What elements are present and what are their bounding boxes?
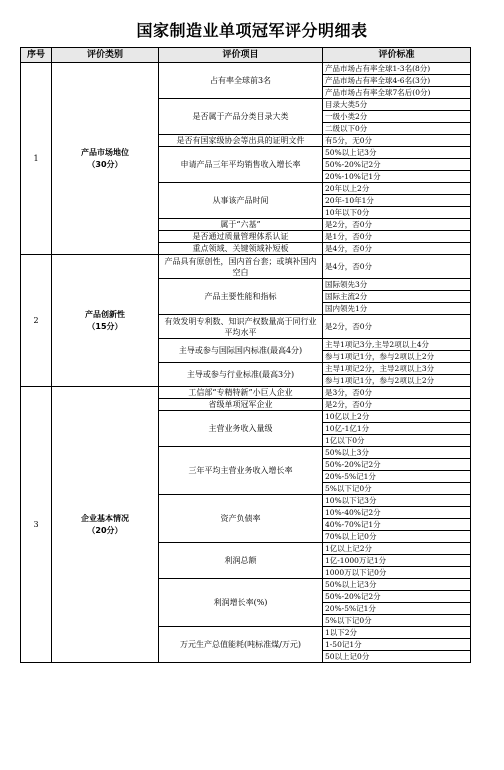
page-title: 国家制造业单项冠军评分明细表 (136, 21, 368, 40)
item-name: 占有率全球前3名 (159, 63, 323, 99)
row-seq: 2 (21, 255, 52, 387)
item-name: 主营业务收入量级 (159, 411, 323, 447)
criteria-cell: 10%-40%记2分 (323, 507, 471, 519)
criteria-cell: 70%以上记0分 (323, 531, 471, 543)
item-name: 有效发明专利数、知识产权数量高于同行业平均水平 (159, 315, 323, 339)
criteria-cell: 10亿以上2分 (323, 411, 471, 423)
criteria-cell: 50%以上记3分 (323, 147, 471, 159)
criteria-cell: 国内领先1分 (323, 303, 471, 315)
category-weight: （15分） (87, 321, 123, 331)
criteria-cell: 50以上记0分 (323, 651, 471, 663)
criteria-cell: 50%-20%记2分 (323, 591, 471, 603)
item-name: 利润增长率(%) (159, 579, 323, 627)
criteria-cell: 20年以上2分 (323, 183, 471, 195)
category-name: 企业基本情况 (81, 513, 129, 523)
table-row (21, 255, 471, 279)
item-name: 主导或参与国际国内标准(最高4分) (159, 339, 323, 363)
category-weight: （30分） (87, 159, 123, 169)
criteria-cell: 是3分，否0分 (323, 387, 471, 399)
criteria-cell: 目录大类5分 (323, 99, 471, 111)
item-name: 利润总额 (159, 543, 323, 579)
table-row (21, 387, 471, 399)
row-seq: 3 (21, 387, 52, 663)
criteria-cell: 20年-10年1分 (323, 195, 471, 207)
header-criteria: 评价标准 (323, 48, 471, 63)
criteria-cell: 10%以下记3分 (323, 495, 471, 507)
header-row (21, 48, 471, 63)
criteria-cell: 主导1项记3分,主导2项以上4分 (323, 339, 471, 351)
criteria-cell: 10年以下0分 (323, 207, 471, 219)
header-item: 评价项目 (159, 48, 323, 63)
category-cell (52, 255, 159, 387)
item-name: 产品主要性能和指标 (159, 279, 323, 315)
criteria-cell: 50%以上记3分 (323, 579, 471, 591)
criteria-cell: 1以下2分 (323, 627, 471, 639)
criteria-cell: 参与1项记1分，参与2项以上2分 (323, 375, 471, 387)
header-category: 评价类别 (52, 48, 159, 63)
criteria-cell: 50%-20%记2分 (323, 459, 471, 471)
criteria-cell: 5%以下记0分 (323, 615, 471, 627)
criteria-cell: 10亿-1亿1分 (323, 423, 471, 435)
criteria-cell: 20%-5%记1分 (323, 603, 471, 615)
item-name: 产品具有原创性，国内首台套；或填补国内空白 (159, 255, 323, 279)
category-name: 产品创新性 (85, 309, 125, 319)
criteria-cell: 1000万以下记0分 (323, 567, 471, 579)
criteria-cell: 1-50记1分 (323, 639, 471, 651)
item-name: 属于“六基” (159, 219, 323, 231)
criteria-cell: 40%-70%记1分 (323, 519, 471, 531)
row-seq: 1 (21, 63, 52, 255)
category-cell (52, 387, 159, 663)
criteria-cell: 参与1项记1分，参与2项以上2分 (323, 351, 471, 363)
criteria-cell: 主导1项记2分，主导2项以上3分 (323, 363, 471, 375)
item-name: 是否通过质量管理体系认证 (159, 231, 323, 243)
criteria-cell: 是4分，否0分 (323, 243, 471, 255)
item-name: 资产负债率 (159, 495, 323, 543)
category-weight: （20分） (87, 525, 123, 535)
criteria-cell: 一级小类2分 (323, 111, 471, 123)
criteria-cell: 是2分，否0分 (323, 219, 471, 231)
score-table (20, 47, 471, 663)
criteria-cell: 二级以下0分 (323, 123, 471, 135)
header-seq: 序号 (21, 48, 52, 63)
criteria-cell: 有5分，无0分 (323, 135, 471, 147)
item-name: 省级单项冠军企业 (159, 399, 323, 411)
item-name: 主导或参与行业标准(最高3分) (159, 363, 323, 387)
criteria-cell: 50%-20%记2分 (323, 159, 471, 171)
table-row (21, 63, 471, 75)
item-name: 重点领域、关键领域补短板 (159, 243, 323, 255)
criteria-cell: 是2分，否0分 (323, 399, 471, 411)
criteria-cell: 国际主流2分 (323, 291, 471, 303)
criteria-cell: 是1分，否0分 (323, 231, 471, 243)
criteria-cell: 20%-10%记1分 (323, 171, 471, 183)
criteria-cell: 1亿以上记2分 (323, 543, 471, 555)
criteria-cell: 1亿以下0分 (323, 435, 471, 447)
criteria-cell: 1亿-1000万记1分 (323, 555, 471, 567)
criteria-cell: 5%以下记0分 (323, 483, 471, 495)
item-name: 从事该产品时间 (159, 183, 323, 219)
criteria-cell: 20%-5%记1分 (323, 471, 471, 483)
criteria-cell: 产品市场占有率全球7名后(0分) (323, 87, 471, 99)
criteria-cell: 是4分，否0分 (323, 255, 471, 279)
category-name: 产品市场地位 (81, 147, 129, 157)
criteria-cell: 是2分，否0分 (323, 315, 471, 339)
category-cell (52, 63, 159, 255)
criteria-cell: 国际领先3分 (323, 279, 471, 291)
item-name: 工信部“专精特新”小巨人企业 (159, 387, 323, 399)
item-name: 申请产品三年平均销售收入增长率 (159, 147, 323, 183)
criteria-cell: 产品市场占有率全球1-3名(8分) (323, 63, 471, 75)
item-name: 是否有国家级协会等出具的证明文件 (159, 135, 323, 147)
criteria-cell: 产品市场占有率全球4-6名(3分) (323, 75, 471, 87)
item-name: 万元生产总值能耗(吨标准煤/万元) (159, 627, 323, 663)
criteria-cell: 50%以上3分 (323, 447, 471, 459)
item-name: 三年平均主营业务收入增长率 (159, 447, 323, 495)
table-body (21, 63, 471, 663)
item-name: 是否属于产品分类目录大类 (159, 99, 323, 135)
